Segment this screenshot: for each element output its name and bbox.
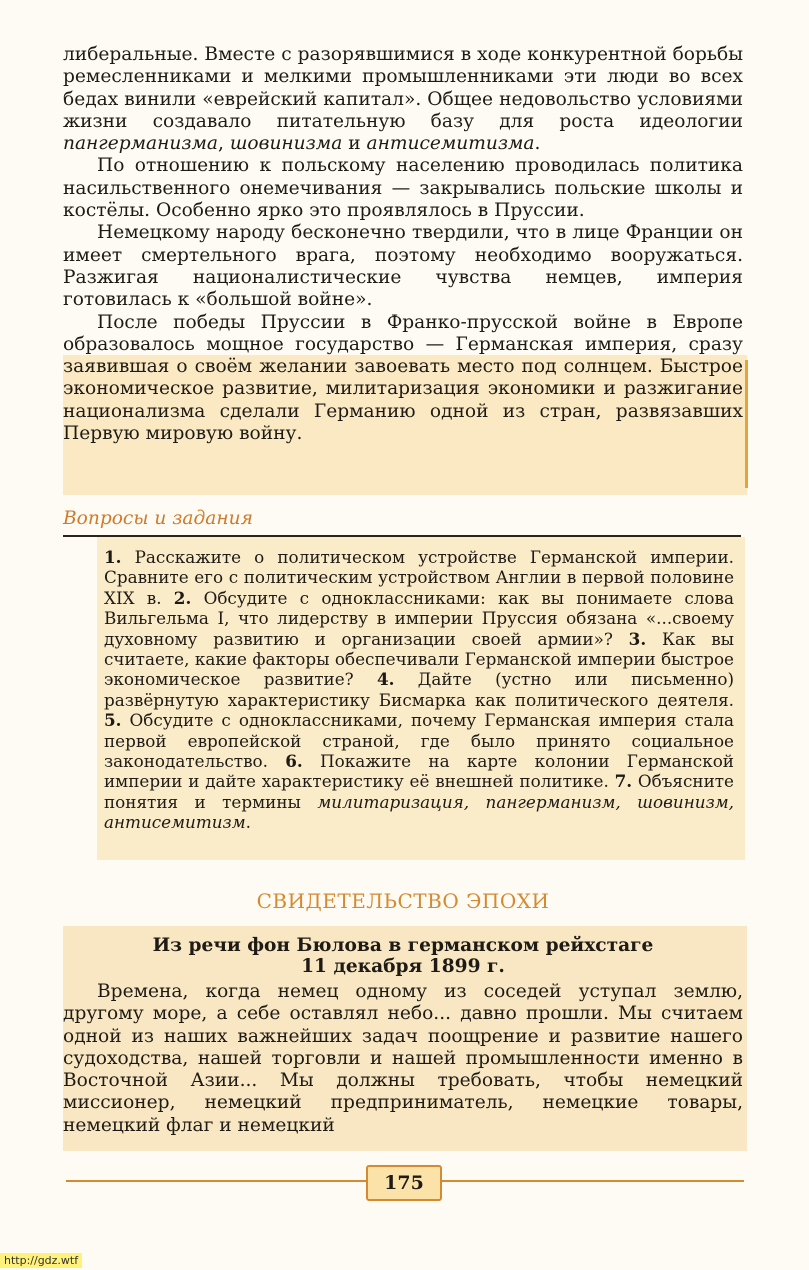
term-pangermanism: пангерманизма — [63, 133, 218, 155]
speech-text: Времена, когда немец одному из соседей уступал землю, другому море, а себе оставлял небо... давно прошли. Мы считаем одной из наших важнейших задач поощрение и развитие нашего судоходства, нашей торговли и нашей промышленности именно в Восточной Азии... Мы должны требовать, чтобы немецкий миссионер, немецкий предприниматель, немецкие товары, немецкий флаг и немецкий — [63, 981, 743, 1136]
page-number: 175 — [366, 1165, 442, 1201]
footer-line-left — [66, 1180, 366, 1182]
questions-heading: Вопросы и задания — [63, 508, 253, 529]
paragraph-4: После победы Пруссии в Франко-прусской войне в Европе образовалось мощное государство — Германская империя, сразу заявившая о своём желании завоевать место под солнцем. Быстрое экономическое развитие, милитаризация экономики и разжигание национализма сделали Германию одной из стран, развязавших Первую мировую войну. — [63, 311, 743, 445]
watermark-link[interactable]: http://gdz.wtf — [0, 1253, 82, 1268]
paragraph-3: Немецкому народу бесконечно твердили, что в лице Франции он имеет смертельного врага, поэтому необходимо вооружаться. Разжигая националистические чувства немцев, империя готовилась к «большой войне». — [63, 222, 743, 311]
questions-text: 1. Расскажите о политическом устройстве Германской империи. Сравните его с политическим устройством Англии в первой половине XIX в. 2. Обсудите с одноклассниками: как вы понимаете слова Вильгельма I, что лидерству в империи Пруссия обязана «...своему духовному развитию и организации своей армии»? 3. Как вы считаете, какие факторы обеспечивали Германской империи быстрое экономическое развитие? 4. Дайте (устно или письменно) развёрнутую характеристику Бисмарка как политического деятеля. 5. Обсудите с одноклассниками, почему Германская империя стала первой европейской страной, где было принято социальное законодательство. 6. Покажите на карте колонии Германской империи и дайте характеристику её внешней политике. 7. Объясните понятия и термины милитаризация, пангерманизм, шовинизм, антисемитизм. — [104, 547, 735, 833]
paragraph-2: По отношению к польскому населению проводилась политика насильственного онемечивания — закрывались польские школы и костёлы. Особенно ярко это проявлялось в Пруссии. — [63, 155, 743, 222]
epoch-heading: СВИДЕТЕЛЬСТВО ЭПОХИ — [256, 889, 550, 913]
questions-terms: милитаризация, пангерманизм, шовинизм, антисемитизм — [104, 791, 734, 833]
term-chauvinism: шовинизма — [229, 133, 343, 155]
footer-line-right — [442, 1180, 744, 1182]
main-text — [63, 44, 743, 445]
highlight-bar — [745, 360, 748, 488]
paragraph-1: либеральные. Вместе с разорявшимися в ходе конкурентной борьбы ремесленниками и мелкими промышленниками эти люди во всех бедах винили «еврейский капитал». Общее недовольство условиями жизни создавало питательную базу для роста идеологии пангерманизма, шовинизма и антисемитизма. — [63, 44, 743, 155]
term-antisemitism: антисемитизма — [366, 133, 535, 155]
speech-title: Из речи фон Бюлова в германском рейхстаге 11 декабря 1899 г. — [152, 935, 654, 977]
